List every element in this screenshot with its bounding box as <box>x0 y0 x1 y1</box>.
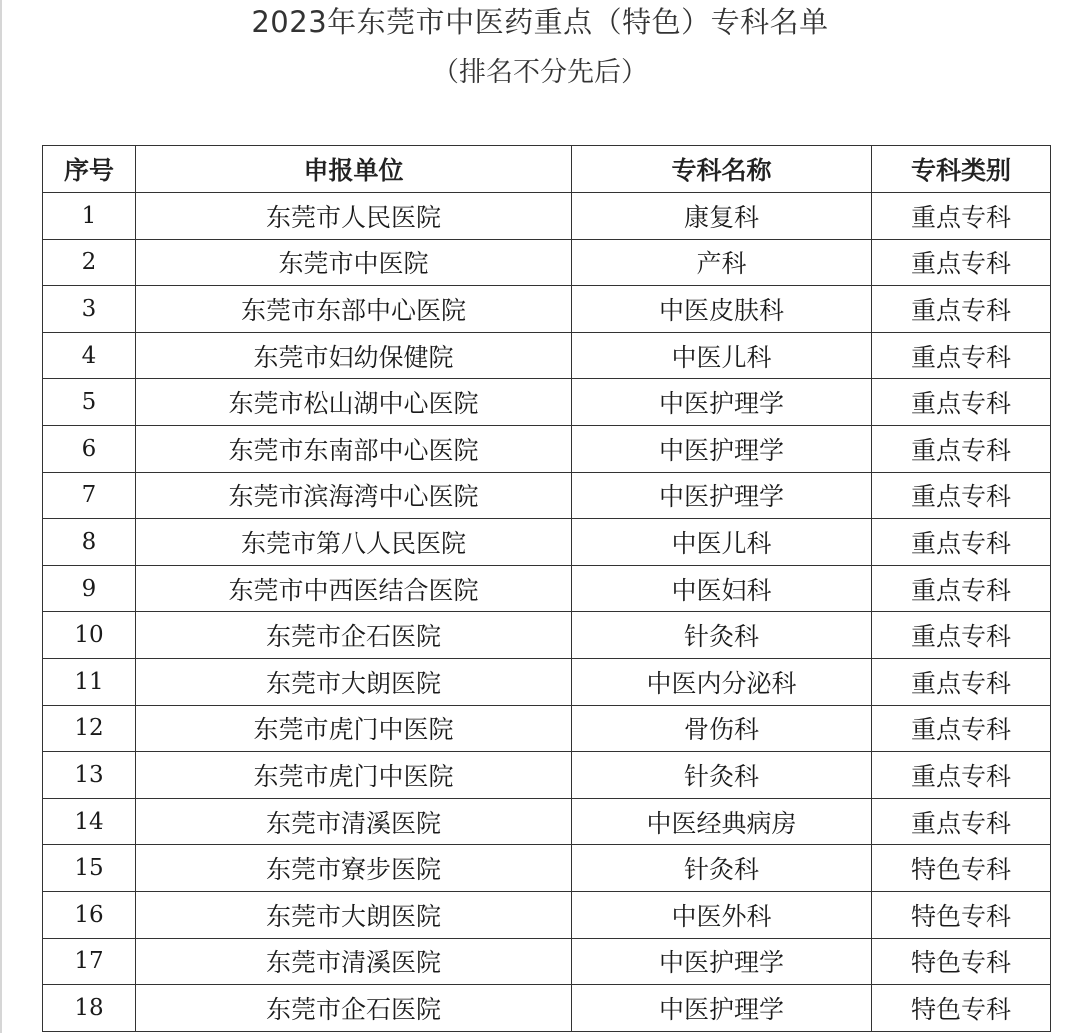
specialty-category-cell: 重点专科 <box>872 658 1051 705</box>
header-specialty-category: 专科类别 <box>872 146 1051 193</box>
table-row <box>43 752 1051 799</box>
serial-number-cell: 15 <box>43 845 136 892</box>
serial-number-cell: 3 <box>43 286 136 333</box>
applicant-unit-cell: 东莞市东南部中心医院 <box>136 425 572 472</box>
table-row <box>43 379 1051 426</box>
serial-number-cell: 16 <box>43 891 136 938</box>
specialty-category-cell: 重点专科 <box>872 705 1051 752</box>
specialty-category-cell: 重点专科 <box>872 565 1051 612</box>
applicant-unit-cell: 东莞市清溪医院 <box>136 798 572 845</box>
page-left-border <box>0 0 2 1033</box>
specialty-list-table <box>42 145 1051 1032</box>
specialty-name-cell: 中医护理学 <box>572 938 872 985</box>
table-row <box>43 658 1051 705</box>
specialty-category-cell: 特色专科 <box>872 891 1051 938</box>
specialty-name-cell: 中医护理学 <box>572 379 872 426</box>
specialty-name-cell: 针灸科 <box>572 752 872 799</box>
applicant-unit-cell: 东莞市大朗医院 <box>136 891 572 938</box>
document-subtitle: （排名不分先后） <box>432 57 648 88</box>
table-row <box>43 798 1051 845</box>
specialty-name-cell: 针灸科 <box>572 612 872 659</box>
specialty-name-cell: 中医儿科 <box>572 519 872 566</box>
specialty-category-cell: 重点专科 <box>872 193 1051 240</box>
header-serial-number: 序号 <box>43 146 136 193</box>
serial-number-cell: 9 <box>43 565 136 612</box>
applicant-unit-cell: 东莞市东部中心医院 <box>136 286 572 333</box>
specialty-category-cell: 重点专科 <box>872 752 1051 799</box>
serial-number-cell: 11 <box>43 658 136 705</box>
applicant-unit-cell: 东莞市大朗医院 <box>136 658 572 705</box>
table-row <box>43 519 1051 566</box>
table-header-row <box>43 146 1051 193</box>
table-row <box>43 425 1051 472</box>
specialty-category-cell: 重点专科 <box>872 332 1051 379</box>
specialty-name-cell: 中医儿科 <box>572 332 872 379</box>
specialty-category-cell: 特色专科 <box>872 938 1051 985</box>
serial-number-cell: 13 <box>43 752 136 799</box>
table-row <box>43 891 1051 938</box>
table-row <box>43 938 1051 985</box>
specialty-name-cell: 中医护理学 <box>572 985 872 1032</box>
applicant-unit-cell: 东莞市中西医结合医院 <box>136 565 572 612</box>
specialty-name-cell: 针灸科 <box>572 845 872 892</box>
table-row <box>43 985 1051 1032</box>
applicant-unit-cell: 东莞市清溪医院 <box>136 938 572 985</box>
applicant-unit-cell: 东莞市松山湖中心医院 <box>136 379 572 426</box>
specialty-category-cell: 重点专科 <box>872 379 1051 426</box>
specialty-name-cell: 中医护理学 <box>572 425 872 472</box>
applicant-unit-cell: 东莞市滨海湾中心医院 <box>136 472 572 519</box>
specialty-name-cell: 中医外科 <box>572 891 872 938</box>
specialty-name-cell: 康复科 <box>572 193 872 240</box>
specialty-category-cell: 重点专科 <box>872 425 1051 472</box>
applicant-unit-cell: 东莞市妇幼保健院 <box>136 332 572 379</box>
specialty-name-cell: 中医皮肤科 <box>572 286 872 333</box>
applicant-unit-cell: 东莞市虎门中医院 <box>136 705 572 752</box>
specialty-category-cell: 重点专科 <box>872 472 1051 519</box>
specialty-name-cell: 中医经典病房 <box>572 798 872 845</box>
serial-number-cell: 1 <box>43 193 136 240</box>
specialty-category-cell: 特色专科 <box>872 845 1051 892</box>
applicant-unit-cell: 东莞市企石医院 <box>136 985 572 1032</box>
applicant-unit-cell: 东莞市虎门中医院 <box>136 752 572 799</box>
serial-number-cell: 17 <box>43 938 136 985</box>
serial-number-cell: 10 <box>43 612 136 659</box>
serial-number-cell: 2 <box>43 239 136 286</box>
applicant-unit-cell: 东莞市第八人民医院 <box>136 519 572 566</box>
document-title: 2023年东莞市中医药重点（特色）专科名单 <box>251 5 829 39</box>
serial-number-cell: 4 <box>43 332 136 379</box>
table-row <box>43 565 1051 612</box>
header-specialty-name: 专科名称 <box>572 146 872 193</box>
specialty-category-cell: 重点专科 <box>872 798 1051 845</box>
specialty-category-cell: 特色专科 <box>872 985 1051 1032</box>
specialty-category-cell: 重点专科 <box>872 519 1051 566</box>
serial-number-cell: 14 <box>43 798 136 845</box>
specialty-category-cell: 重点专科 <box>872 239 1051 286</box>
table-row <box>43 286 1051 333</box>
applicant-unit-cell: 东莞市寮步医院 <box>136 845 572 892</box>
specialty-category-cell: 重点专科 <box>872 612 1051 659</box>
applicant-unit-cell: 东莞市企石医院 <box>136 612 572 659</box>
table-row <box>43 332 1051 379</box>
serial-number-cell: 12 <box>43 705 136 752</box>
applicant-unit-cell: 东莞市人民医院 <box>136 193 572 240</box>
table-row <box>43 705 1051 752</box>
specialty-name-cell: 中医妇科 <box>572 565 872 612</box>
table-row <box>43 472 1051 519</box>
specialty-name-cell: 骨伤科 <box>572 705 872 752</box>
table-row <box>43 193 1051 240</box>
applicant-unit-cell: 东莞市中医院 <box>136 239 572 286</box>
serial-number-cell: 5 <box>43 379 136 426</box>
serial-number-cell: 18 <box>43 985 136 1032</box>
header-applicant-unit: 申报单位 <box>136 146 572 193</box>
table-body <box>43 193 1051 1032</box>
table-row <box>43 612 1051 659</box>
specialty-name-cell: 中医护理学 <box>572 472 872 519</box>
specialty-name-cell: 产科 <box>572 239 872 286</box>
serial-number-cell: 8 <box>43 519 136 566</box>
serial-number-cell: 6 <box>43 425 136 472</box>
specialty-category-cell: 重点专科 <box>872 286 1051 333</box>
table-row <box>43 845 1051 892</box>
table-row <box>43 239 1051 286</box>
serial-number-cell: 7 <box>43 472 136 519</box>
specialty-name-cell: 中医内分泌科 <box>572 658 872 705</box>
